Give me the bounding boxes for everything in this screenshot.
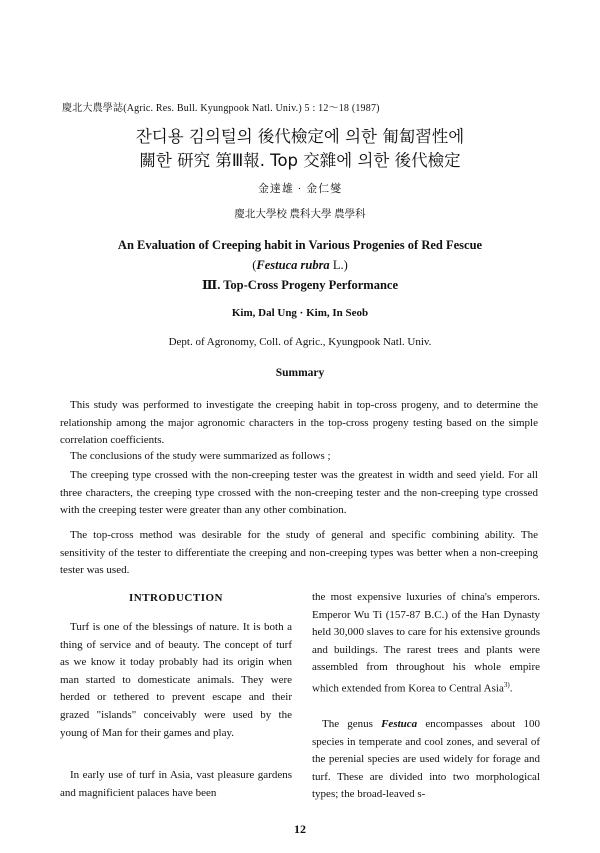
english-authors: Kim, Dal Ung · Kim, In Seob [231,307,369,319]
summary-paragraph-4: The top-cross method was desirable for the study of general and specific combining ability. The sensitivity of the tester to differentiate the creeping and non-creeping types was better when a non-creeping tester was used. [60,529,538,577]
reference-superscript: 3) [503,680,510,689]
summary-heading: Summary [275,367,325,379]
korean-affiliation: 慶北大學校 農科大學 農學科 [234,209,366,220]
intro-right-p2-b: encompasses about 100 species in temperate and cool zones, and several of the perenial species are used widely for forage and turf. These are divided into two morphological types; the broad-leaved s- [312,718,541,801]
intro-right-paragraph-1 [312,589,540,698]
species-name: Festuca rubra [256,258,330,272]
species-suffix: L.) [329,258,348,272]
genus-name: Festuca [381,718,418,730]
korean-authors: 金達雄 · 金仁燮 [257,183,343,195]
summary-paragraph-3: The creeping type crossed with the non-creeping tester was the greatest in width and seed yield. For all three characters, the creeping type crossed with the non-creeping tester and the non-creeping type crossed with the creeping tester were greater than any other combination. [60,469,538,517]
summary-paragraph-1: This study was performed to investigate the creeping habit in top-cross progeny, and to determine the relationship among the major agronomic characters in the top-cross progeny testing based on the simple correlation coefficients. [60,399,538,447]
intro-right-p1-text: the most expensive luxuries of china's emperors. Emperor Wu Ti (157-87 B.C.) of the Han Dynasty held 30,000 slaves to care for his extensive grounds and buildings. The rarest trees and plants were assembled from throughout his whole empire which extended from Korea to Central Asia [312,591,540,695]
english-title-line-1: An Evaluation of Creeping habit in Various Progenies of Red Fescue [117,238,483,252]
english-title-species [0,258,600,273]
summary-paragraph-2: The conclusions of the study were summarized as follows ; [70,450,331,462]
intro-right-paragraph-2 [312,716,540,804]
species-prefix: ( [252,258,257,272]
english-title-line-3: Ⅲ. Top-Cross Progeny Performance [202,278,398,292]
intro-right-p1-end: . [509,682,513,695]
intro-left-paragraph-1: Turf is one of the blessings of nature. It is both a thing of service and of beauty. The concept of turf as we know it today probably had its origin when man started to domesticate animals. They were herded or tethered to prevent escape and their grazed "islands" conceivably were used by the young of Man for their games and play. [60,621,292,739]
english-affiliation: Dept. of Agronomy, Coll. of Agric., Kyungpook Natl. Univ. [168,336,432,348]
korean-title-line-2: 關한 研究 第Ⅲ報. Top 交雜에 의한 後代檢定 [139,151,461,170]
page-number: 12 [294,822,306,836]
introduction-heading: INTRODUCTION [128,592,223,604]
journal-citation: 慶北大農學誌(Agric. Res. Bull. Kyungpook Natl. Univ.) 5 : 12～18 (1987) [62,103,380,114]
korean-title-line-1: 잔디용 김의털의 後代檢定에 의한 匍匐習性에 [135,127,465,146]
intro-left-paragraph-2: In early use of turf in Asia, vast pleasure gardens and magnificient palaces have been [60,769,292,799]
intro-right-p2-a: The genus [322,718,382,730]
